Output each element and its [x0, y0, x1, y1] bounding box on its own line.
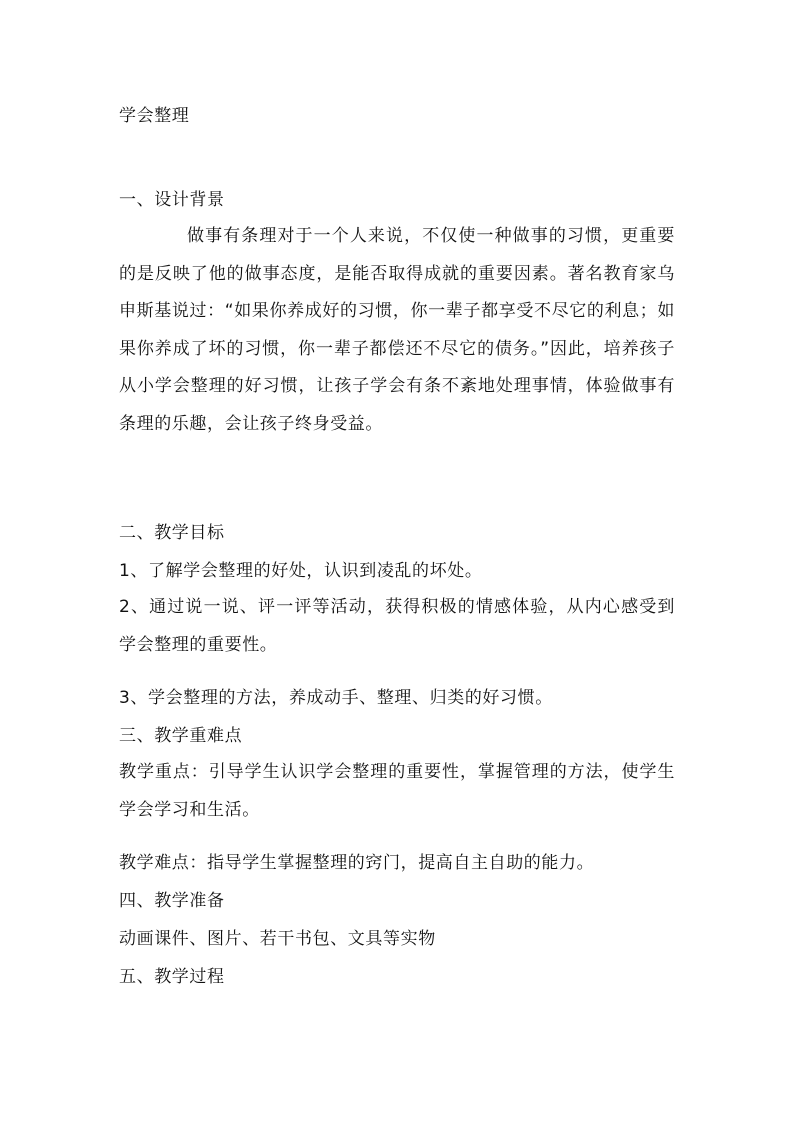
section-heading-process: 五、教学过程: [119, 967, 225, 987]
section-heading-preparation: 四、教学准备: [119, 891, 225, 911]
section-heading-objectives: 二、教学目标: [119, 523, 225, 543]
key-point-focus: 教学重点：引导学生认识学会整理的重要性，掌握管理的方法，使学生学会学习和生活。: [119, 762, 675, 820]
objective-item-2: 2、通过说一说、评一评等活动，获得积极的情感体验，从内心感受到学会整理的重要性。: [119, 597, 675, 655]
background-paragraph: 做事有条理对于一个人来说，不仅使一种做事的习惯，更重要的是反映了他的做事态度，是能否取得成就的重要因素。著名教育家乌申斯基说过：“如果你养成好的习惯，你一辈子都享受不尽它的利息；如果你养成了坏的习惯，你一辈子都偿还不尽它的债务。”因此，培养孩子从小学会整理的好习惯，让孩子学会有条不紊地处理事情，体验做事有条理的乐趣，会让孩子终身受益。: [119, 226, 675, 434]
document-title: 学会整理: [119, 106, 190, 126]
preparation-text: 动画课件、图片、若干书包、文具等实物: [119, 929, 436, 949]
section-heading-key-points: 三、教学重难点: [119, 726, 243, 746]
objective-item-1: 1、了解学会整理的好处，认识到凌乱的坏处。: [119, 561, 483, 581]
section-heading-background: 一、设计背景: [119, 190, 225, 210]
key-point-difficulty: 教学难点：指导学生掌握整理的窍门，提高自主自助的能力。: [119, 853, 595, 873]
objective-item-3: 3、学会整理的方法，养成动手、整理、归类的好习惯。: [119, 688, 553, 708]
